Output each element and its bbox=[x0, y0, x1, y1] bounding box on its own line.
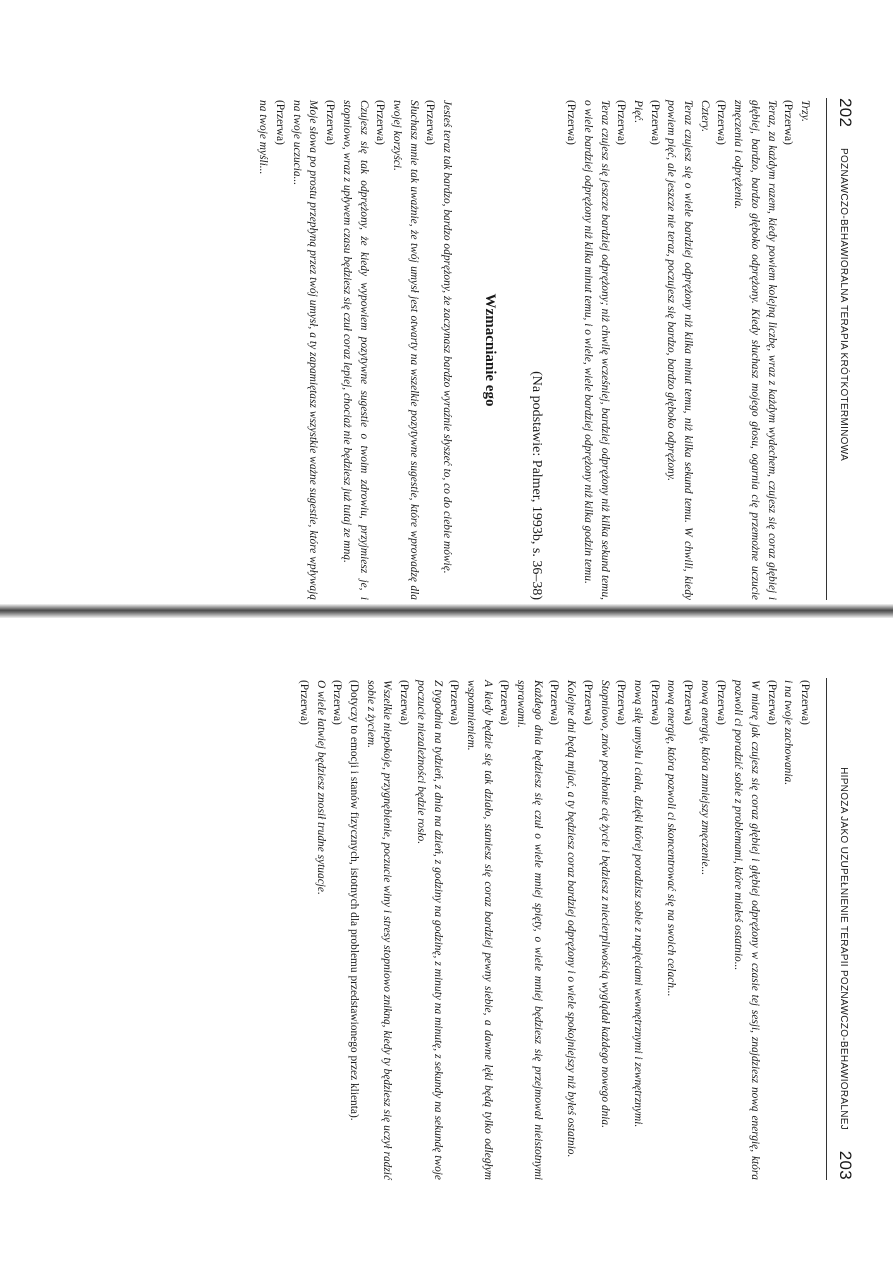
paragraph: na twoje myśli... bbox=[257, 100, 270, 175]
right-page-header bbox=[826, 678, 855, 1180]
pause-note: (Przerwa) bbox=[782, 100, 795, 145]
pause-note: (Przerwa) bbox=[548, 680, 561, 725]
paragraph: Wszelkie niepokoje, przygnębienie, poczucie winy i stresy stopniowo znikną, kiedy ty będziesz się uczył radzić sobie z życiem. bbox=[364, 680, 394, 1180]
pause-note: (Przerwa) bbox=[398, 680, 411, 725]
paragraph: nową siłę umysłu i ciała, dzięki której poradzisz sobie z napięciami wewnętrznymi i zewnętrznymi. bbox=[631, 680, 644, 1128]
page-number: 203 bbox=[836, 1150, 855, 1180]
pause-note: (Przerwa) bbox=[715, 100, 728, 145]
paragraph: Moje słowa po prostu przepłyną przez twój umysł, a ty zapamiętasz wszystkie ważne sugestie, które wpływają na twoje uczucia... bbox=[290, 100, 320, 600]
paragraph: Z tygodnia na tydzień, z dnia na dzień, z godziny na godzinę, z minuty na minutę, z sekundy na sekundę twoje poczucie niezależności będzie rosło. bbox=[414, 680, 444, 1180]
pause-note: (Przerwa) bbox=[424, 100, 437, 145]
pause-note: (Przerwa) bbox=[374, 100, 387, 145]
pause-note: (Przerwa) bbox=[682, 680, 695, 725]
pause-note: (Przerwa) bbox=[648, 100, 661, 145]
pause-note: (Przerwa) bbox=[498, 680, 511, 725]
pause-note: (Przerwa) bbox=[448, 680, 461, 725]
paragraph: Trzy. bbox=[799, 100, 811, 122]
left-page-header bbox=[826, 98, 855, 600]
left-page bbox=[0, 60, 893, 620]
paragraph: Teraz czujesz się jeszcze bardziej odprężony; niż chwilę wcześniej, bardziej odprężony niż kilka sekund temu, o wiele bardziej odprężony niż kilka minut temu, i o wiele, wiele bardziej odprężony niż kilka godzin temu. bbox=[581, 100, 611, 600]
paragraph: O wiele łatwiej będziesz znosił trudne sytuacje. bbox=[314, 680, 327, 895]
pause-note: (Przerwa) bbox=[799, 680, 811, 725]
paragraph: Stopniowo, znów pochłonie cię życie i będziesz z niecierpliwością wyglądał każdego nowego dnia. bbox=[598, 680, 611, 1128]
pause-note: (Dotyczy to emocji i stanów fizycznych, istotnych dla problemu przedstawionego przez klienta). bbox=[348, 680, 361, 1121]
paragraph: nową energię, która pozwoli ci skoncentrować się na swoich celach... bbox=[665, 680, 678, 997]
right-page bbox=[0, 640, 893, 1200]
paragraph: Cztery. bbox=[698, 100, 711, 132]
paragraph: i na twoje zachowania. bbox=[782, 680, 795, 786]
paragraph: Jesteś teraz tak bardzo, bardzo odprężony, że zaczynasz bardzo wyraźnie słyszeć to, co do ciebie mówię. bbox=[441, 100, 454, 574]
section-heading: Wzmacnianie ego bbox=[481, 293, 498, 407]
paragraph: Teraz, za każdym razem, kiedy powiem kolejną liczbę, wraz z każdym wydechem, czujesz się coraz głębiej i głębiej, bardzo, bardzo głęboko odprężony. Kiedy słuchasz mojego głosu, ogarnia cię przemożne uczucie zmęczenia i odprężenia. bbox=[732, 100, 778, 600]
pause-note: (Przerwa) bbox=[581, 680, 594, 725]
paragraph: Czujesz się tak odprężony, że kiedy wypowiem pozytywne sugestie o twoim zdrowiu, przyjmiesz je, i stopniowo, wraz z upływem czasu będziesz się czuł coraz lepiej, chociaż nie będziesz już tutaj ze mną. bbox=[340, 100, 370, 600]
left-page-body bbox=[255, 100, 813, 600]
running-head: HIPNOZA JAKO UZUPEŁNIENIE TERAPII POZNAWCZO-BEHAWIORALNEJ bbox=[838, 767, 849, 1130]
source-citation: (Na podstawie: Palmer, 1993b, s. 36–38) bbox=[529, 371, 545, 600]
pause-note: (Przerwa) bbox=[648, 680, 661, 725]
page-number: 202 bbox=[836, 98, 855, 128]
right-page-body bbox=[295, 680, 813, 1180]
running-head: POZNAWCZO-BEHAWIORALNA TERAPIA KRÓTKOTERMINOWA bbox=[838, 148, 849, 462]
pause-note: (Przerwa) bbox=[274, 100, 287, 145]
pause-note: (Przerwa) bbox=[765, 680, 778, 725]
pause-note: (Przerwa) bbox=[297, 680, 310, 725]
pause-note: (Przerwa) bbox=[324, 100, 337, 145]
paragraph: Kolejne dni będą mijać, a ty będziesz coraz bardziej odprężony i o wiele spokojniejszy niż byłeś ostatnio. bbox=[565, 680, 578, 1158]
paragraph: Każdego dnia będziesz się czuł o wiele mniej spięty, o wiele mniej będziesz się przejmował nieistotnymi sprawami. bbox=[515, 680, 544, 1180]
pause-note: (Przerwa) bbox=[615, 680, 628, 725]
paragraph: Słuchasz mnie tak uważnie, że twój umysł jest otwarty na wszelkie pozytywne sugestie, które wprowadzę dla twojej korzyści. bbox=[390, 100, 420, 600]
pause-note: (Przerwa) bbox=[331, 680, 344, 725]
paragraph: Teraz czujesz się o wiele bardziej odprężony niż kilka minut temu, niż kilka sekund temu. W chwili, kiedy powiem pięć, ale jeszcze nie teraz, poczujesz się bardzo, bardzo głęboko odprężony. bbox=[665, 100, 695, 600]
book-gutter bbox=[0, 604, 893, 618]
paragraph: W miarę jak czujesz się coraz głębiej i głębiej odprężony w czasie tej sesji, znajdziesz nową energię, która pozwoli ci poradzić sobie z problemami, które miałeś ostatnio... bbox=[732, 680, 761, 1180]
paragraph: Pięć. bbox=[631, 100, 644, 124]
paragraph: nową energię, która zmniejszy zmęczenie... bbox=[698, 680, 711, 876]
pause-note: (Przerwa) bbox=[565, 100, 578, 145]
paragraph: A kiedy będzie się tak działo, staniesz się coraz bardziej pewny siebie, a dawne lęki będą tylko odległym wspomnieniem. bbox=[464, 680, 494, 1180]
pause-note: (Przerwa) bbox=[615, 100, 628, 145]
pause-note: (Przerwa) bbox=[715, 680, 728, 725]
